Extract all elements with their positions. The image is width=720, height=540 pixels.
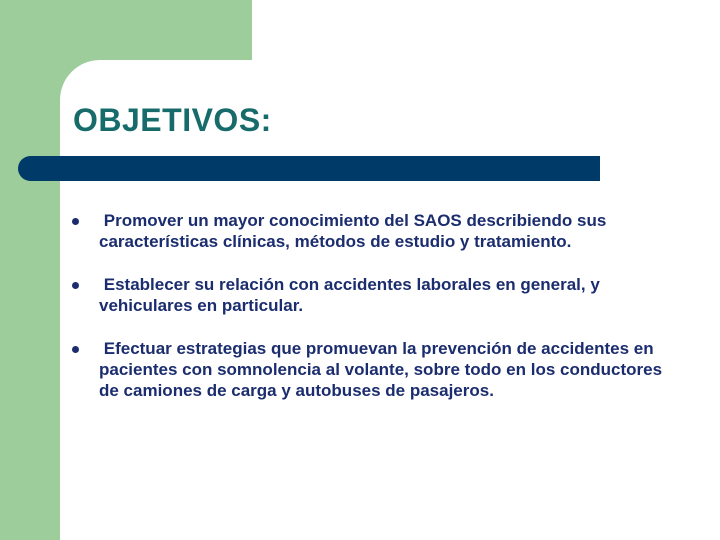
list-item bbox=[72, 274, 682, 316]
objectives-list bbox=[72, 210, 682, 423]
bullet-dot-icon bbox=[72, 346, 79, 353]
bullet-text: Promover un mayor conocimiento del SAOS describiendo sus características clínicas, métodos de estudio y tratamiento. bbox=[99, 211, 612, 251]
title-divider-bar bbox=[18, 156, 600, 181]
bullet-dot-icon bbox=[72, 218, 79, 225]
bullet-dot-icon bbox=[72, 282, 79, 289]
bullet-text: Efectuar estrategias que promuevan la prevención de accidentes en pacientes con somnolencia al volante, sobre todo en los conductores de camiones de carga y autobuses de pasajeros. bbox=[99, 339, 667, 400]
slide-title: OBJETIVOS: bbox=[73, 102, 272, 138]
list-item bbox=[72, 210, 682, 252]
list-item bbox=[72, 338, 682, 401]
bullet-text: Establecer su relación con accidentes laborales en general, y vehiculares en particular. bbox=[99, 275, 605, 315]
